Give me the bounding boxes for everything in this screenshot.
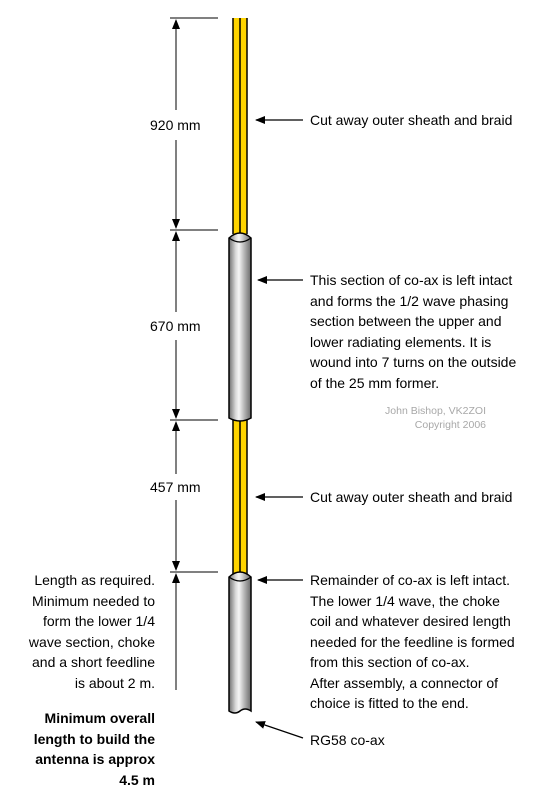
- note-minimum-overall: Minimum overall length to build the antenna is approx 4.5 m: [33, 710, 155, 788]
- callout-arrows: [256, 120, 303, 738]
- dimension-label-670mm: 670 mm: [150, 318, 201, 334]
- coax-remainder-section: [229, 572, 251, 713]
- dimension-label-457mm: 457 mm: [150, 479, 201, 495]
- callout-middle-cut: Cut away outer sheath and braid: [310, 489, 513, 505]
- exposed-conductor-middle: [233, 418, 247, 574]
- callout-remainder: Remainder of co-ax is left intact. The lower 1/4 wave, the choke coil and whatever desired length needed for the feedline is formed from this section of co-ax. After assembly, a connector of choice is fitted to the end.: [310, 572, 515, 711]
- credit-author: John Bishop, VK2ZOI: [385, 405, 486, 417]
- coax-phasing-section: [229, 233, 251, 421]
- dimension-label-920mm: 920 mm: [150, 117, 201, 133]
- callout-top-cut: Cut away outer sheath and braid: [310, 112, 513, 128]
- note-length-required: Length as required. Minimum needed to form the lower 1/4 wave section, choke and a short feedline is about 2 m.: [28, 572, 155, 691]
- callout-cable-type: RG58 co-ax: [310, 732, 385, 748]
- credit-copyright: Copyright 2006: [414, 419, 486, 431]
- exposed-conductor-top: [233, 18, 247, 234]
- callout-phasing-section: This section of co-ax is left intact and forms the 1/2 wave phasing section between the upper and lower radiating elements. It is wound into 7 turns on the outside of the 25 mm former.: [310, 272, 517, 391]
